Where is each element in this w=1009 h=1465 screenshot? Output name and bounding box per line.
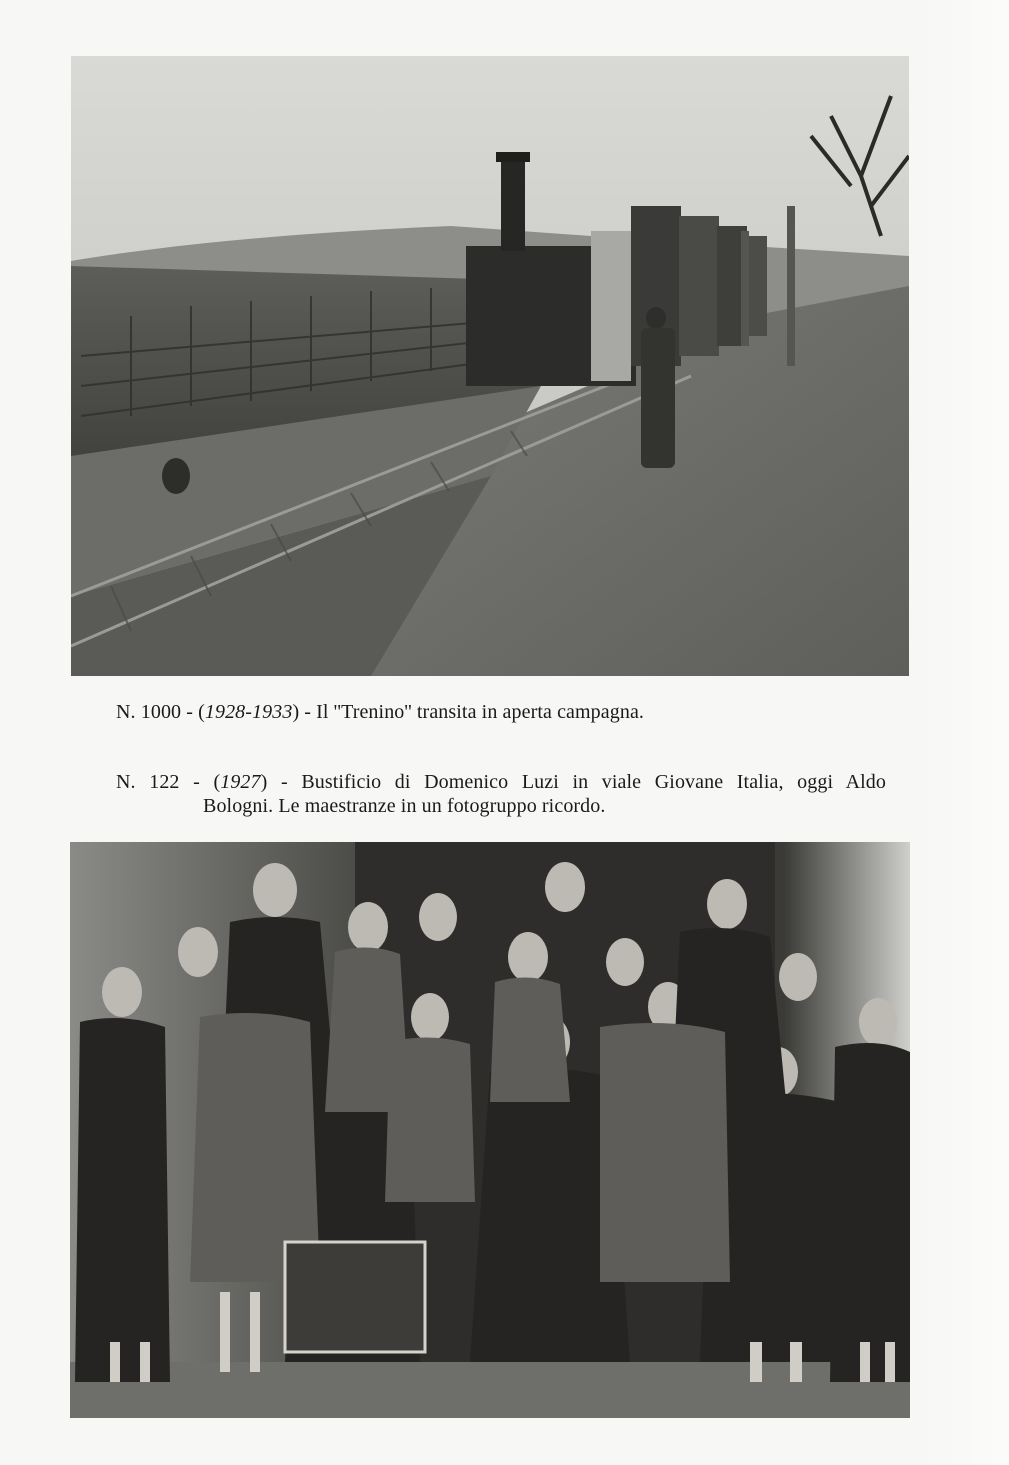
caption-train bbox=[116, 700, 896, 724]
group-photo-image bbox=[70, 842, 910, 1418]
caption-number: N. 1000 - ( bbox=[116, 701, 205, 723]
caption-date: 1927 bbox=[220, 771, 261, 793]
caption-line-1 bbox=[116, 770, 886, 794]
page-edge-shading bbox=[919, 0, 1009, 1465]
group-photo bbox=[70, 842, 910, 1418]
caption-text: ) - Bustificio di Domenico Luzi in viale Giovane Italia, oggi Aldo bbox=[260, 771, 886, 793]
caption-text: ) - Il ''Trenino'' transita in aperta campagna. bbox=[292, 701, 645, 723]
caption-line-2: Bologni. Le maestranze in un fotogruppo ricordo. bbox=[203, 795, 606, 817]
train-photo-image bbox=[71, 56, 909, 676]
caption-group bbox=[116, 770, 886, 818]
train-photo bbox=[71, 56, 909, 676]
caption-number: N. 122 - ( bbox=[116, 771, 221, 793]
caption-date: 1928-1933 bbox=[204, 701, 293, 723]
